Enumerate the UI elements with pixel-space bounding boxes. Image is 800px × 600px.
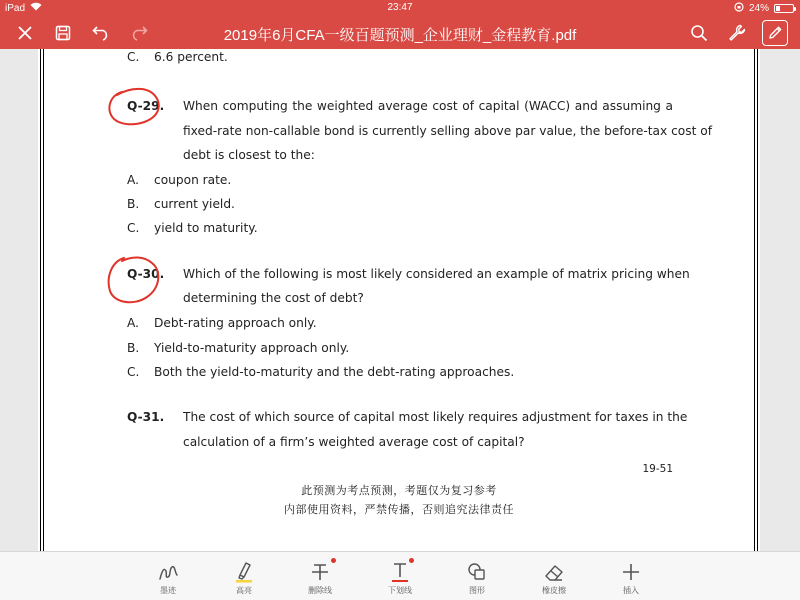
footer-note: 此预测为考点预测，考题仅为复习参考 — [301, 484, 497, 497]
search-icon — [690, 24, 708, 42]
question-stem-line: Which of the following is most likely considered an example of matrix pricing when — [183, 267, 690, 281]
tool-label: 墨迹 — [160, 586, 176, 595]
option-letter: A. — [127, 173, 139, 187]
pen-icon — [767, 25, 783, 41]
question-stem-line: fixed-rate non-callable bond is currently selling above par value, the before-tax cost of — [183, 124, 713, 138]
search-button[interactable] — [686, 20, 712, 46]
top-chrome — [0, 0, 800, 49]
option-text: Both the yield-to-maturity and the debt-rating approaches. — [154, 365, 515, 379]
tool-eraser[interactable] — [524, 552, 584, 600]
tool-label: 图形 — [469, 586, 485, 595]
rotation-lock-icon — [734, 2, 744, 15]
battery-percent: 24% — [748, 3, 769, 14]
ink-icon — [156, 561, 180, 583]
battery-level — [776, 6, 780, 11]
eraser-icon — [542, 561, 566, 583]
question-number: Q-29. — [127, 99, 165, 113]
shapes-icon — [465, 561, 489, 583]
question-stem-line: calculation of a firm’s weighted average cost of capital? — [183, 435, 525, 449]
page-number: 19-51 — [642, 463, 673, 475]
tool-insert[interactable] — [601, 552, 661, 600]
redo-button[interactable] — [126, 20, 152, 46]
status-bar — [0, 0, 800, 16]
question-number: Q-31. — [127, 410, 165, 424]
tool-label: 高亮 — [236, 586, 252, 595]
tool-label: 插入 — [623, 586, 639, 595]
question-stem-line: determining the cost of debt? — [183, 291, 364, 305]
annotate-button[interactable] — [762, 20, 788, 46]
footer-note: 内部使用资料，严禁传播，否则追究法律责任 — [284, 503, 514, 516]
redo-icon — [130, 25, 148, 41]
option-letter: C. — [127, 365, 140, 379]
toolbar — [0, 16, 800, 49]
close-button[interactable] — [12, 20, 38, 46]
option-letter: B. — [127, 341, 140, 355]
pdf-page — [38, 49, 760, 551]
status-time: 23:47 — [387, 2, 413, 13]
badge-dot — [331, 558, 336, 563]
close-icon — [17, 25, 33, 41]
option-text: 6.6 percent. — [154, 50, 228, 64]
tool-shapes[interactable] — [447, 552, 507, 600]
annotation-toolbar — [0, 551, 800, 600]
option-letter: A. — [127, 316, 139, 330]
save-button[interactable] — [50, 20, 76, 46]
plus-icon — [619, 561, 643, 583]
save-icon — [55, 25, 71, 41]
device-name: iPad — [5, 2, 26, 14]
question-number: Q-30. — [127, 267, 165, 281]
tool-highlight[interactable] — [214, 552, 274, 600]
tool-underline[interactable] — [370, 552, 430, 600]
option-letter: C. — [127, 221, 140, 235]
underline-icon — [388, 561, 412, 583]
tool-ink[interactable] — [138, 552, 198, 600]
tool-strikethrough[interactable] — [290, 552, 350, 600]
option-text: Debt-rating approach only. — [154, 316, 317, 330]
question-stem-line: The cost of which source of capital most likely requires adjustment for taxes in the — [183, 410, 688, 424]
option-text: Yield-to-maturity approach only. — [154, 341, 350, 355]
option-text: current yield. — [154, 197, 235, 211]
document-title: 2019年6月CFA一级百题预测_企业理财_金程教育.pdf — [223, 27, 577, 44]
undo-button[interactable] — [88, 20, 114, 46]
tool-label: 橡皮擦 — [542, 586, 566, 595]
tool-label: 删除线 — [308, 586, 332, 595]
badge-dot — [409, 558, 414, 563]
option-letter: B. — [127, 197, 140, 211]
option-text: yield to maturity. — [154, 221, 258, 235]
highlighter-icon — [232, 561, 256, 583]
undo-icon — [92, 25, 110, 41]
option-text: coupon rate. — [154, 173, 232, 187]
tools-button[interactable] — [724, 20, 750, 46]
question-stem-line: debt is closest to the: — [183, 148, 315, 162]
question-stem-line: When computing the weighted average cost of capital (WACC) and assuming a — [183, 99, 673, 113]
document-viewer[interactable] — [0, 49, 800, 551]
wrench-icon — [728, 24, 746, 42]
battery-icon — [774, 4, 794, 13]
strikethrough-icon — [308, 561, 332, 583]
option-letter: C. — [127, 50, 140, 64]
tool-label: 下划线 — [388, 586, 412, 595]
